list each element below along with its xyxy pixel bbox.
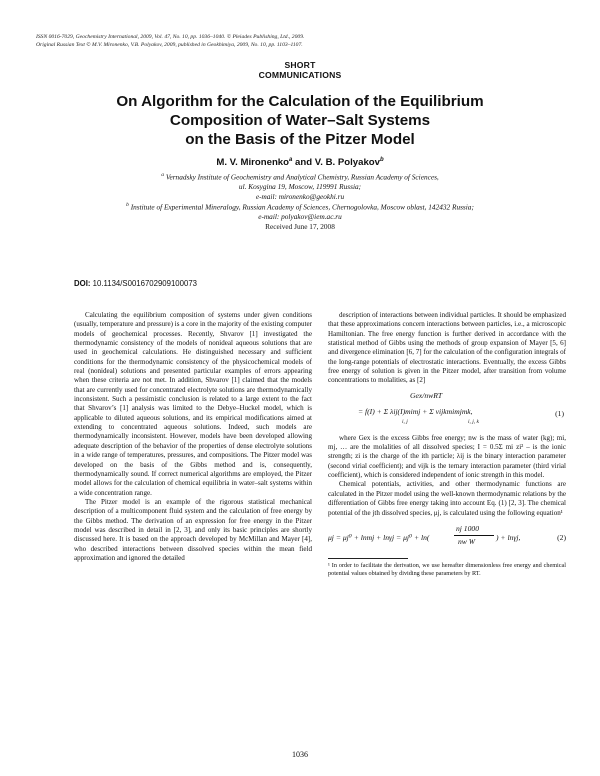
equation-1-sum-index-1: i, j bbox=[402, 418, 408, 425]
footnote-rule bbox=[328, 558, 408, 559]
doi bbox=[74, 279, 197, 288]
page-number: 1036 bbox=[292, 750, 308, 759]
doi-value: 10.1134/S0016702909100073 bbox=[92, 279, 197, 288]
journal-header bbox=[36, 33, 566, 49]
paragraph: where Gex is the excess Gibbs free energy; nw is the mass of water (kg); mi, mj, … are the molalities of all dissolved species; I = 0.5Σ mi zi² – is the ionic strength; zi is the charge of the ith particle; λij is the binary interaction parameter (second virial coefficient); and νijk is the ternary interaction parameter (third virial coefficient), which is considered independent of ionic strength in this model. bbox=[328, 433, 566, 480]
affiliation-a-mark: a bbox=[161, 172, 164, 178]
equation-2-number: (2) bbox=[557, 532, 566, 542]
author-2-affil: b bbox=[380, 157, 384, 163]
equation-1-body: = f(I) + Σ λij(I)mimj + Σ νijkmimjmk, bbox=[358, 406, 473, 416]
paragraph: The Pitzer model is an example of the rigorous statistical mechanical description of a multicomponent fluid system and the calculation of free energy by the Gibbs method. The derivation of an expression for free energy in the Pitzer model was described in detail in [2, 3], and only its basic principles are shortly discussed here. It is based on the approach developed by McMillan and Mayer [4], who described interactions between dissolved species within the mean field approximation and ignored the detailed bbox=[74, 497, 312, 562]
title-line: Composition of Water–Salt Systems bbox=[169, 112, 431, 129]
paragraph: description of interactions between individual particles. It should be emphasized that these approximations concern interactions between particles, i.e., a microscopic Hamiltonian. The free energy function is further derived in accordance with the statistical method of Gibbs using the methods of group expansion of Mayer [5, 6] and divergence elimination [6, 7] for the calculation of the configuration integrals of the long-range potentials of electrostatic interactions. Eventually, the excess Gibbs free energy of solution is given in the Pitzer model, after transition from volume concentrations to molalities, as [2] bbox=[328, 311, 567, 385]
authors bbox=[0, 157, 600, 168]
doi-label: DOI: bbox=[74, 279, 91, 288]
paragraph: Calculating the equilibrium composition of systems under given conditions (usually, temperature and pressure) is a core in the majority of the existing computer models of geochemical processes. Recently, Shvarov [1] investigated the thermodynamic consistency of the models of nonideal aqueous solutions that are used in geochemical calculations. He distinguished necessary and sufficient conditions for the thermodynamic consistency of the physicochemical models of real (nonideal) solutions and presented particular examples of errors appearing when these criteria are not met. In addition, Shvarov [1] claimed that the models that are currently used for concentrated electrolyte solutions are thermodynamically inconsistent. Such a pessimistic conclusion is related to a large extent to the fact that Shvarov’s [1] analysis was limited to the Debye–Huckel model, which is applicable to diluted aqueous solutions, and its empirical modifications aimed at extending to concentrated aqueous solutions. Indeed, such models are thermodynamically inconsistent. However, models have been developed allowing adequate description of the behavior of the properties of dense electrolyte solutions in a wide range of temperatures, pressures, and compositions. The Pitzer model was developed on the basis of the Gibbs method and is, consequently, thermodynamically sound. If correct numerical algorithms are employed, the Pitzer model allows for the calculation of chemical equilibria in water–salt systems within a wide concentration range. bbox=[74, 311, 312, 497]
left-column bbox=[74, 311, 312, 563]
article-title bbox=[40, 92, 560, 149]
affiliations bbox=[40, 171, 560, 231]
affiliation-a-address: ul. Kosygina 19, Moscow, 119991 Russia; bbox=[238, 182, 362, 192]
equation-1-top: Gex/nwRT bbox=[410, 390, 443, 400]
equation-1 bbox=[328, 389, 566, 430]
paragraph: Chemical potentials, activities, and other thermodynamic functions are calculated in the Pitzer model using the well-known thermodynamic relations by the differentiation of Gibbs free energy taking into account Eq. (1) [2, 3]. The chemical potential of the jth dissolved species, μj, is calculated using the following equation¹ bbox=[328, 480, 566, 517]
affiliation-a-email: e-mail: mironenko@geokhi.ru bbox=[255, 191, 345, 201]
right-column bbox=[328, 311, 566, 578]
footnote: ¹ In order to facilitate the derivation, we use hereafter dimensionless free energy and chemical potential values obtained by dividing these parameters by RT. bbox=[328, 561, 566, 577]
author-1: M. V. Mironenko bbox=[216, 157, 290, 169]
received-date: Received June 17, 2008 bbox=[265, 221, 335, 231]
title-line: On Algorithm for the Calculation of the Equilibrium bbox=[116, 93, 484, 110]
equation-2-right: ) + lnγj, bbox=[496, 532, 521, 542]
affiliation-b-email: e-mail: polyakov@iem.ac.ru bbox=[258, 212, 342, 222]
author-1-affil: a bbox=[289, 157, 293, 163]
equation-2-denominator: nw W bbox=[458, 536, 476, 546]
equation-2-fraction-bar bbox=[454, 535, 494, 536]
original-citation: Original Russian Text © M.V. Mironenko, V.B. Polyakov, 2009, published in Geokhimiya, 2009, No. 10, pp. 1103–1107. bbox=[36, 42, 303, 48]
title-line: on the Basis of the Pitzer Model bbox=[185, 131, 415, 148]
journal-citation: ISSN 0016-7029, Geochemistry International, 2009, Vol. 47, No. 10, pp. 1036–1040. © Pleiades Publishing, Ltd., 2009. bbox=[36, 34, 305, 40]
equation-1-sum-index-2: i, j, k bbox=[468, 418, 479, 425]
equation-2 bbox=[328, 522, 566, 552]
affiliation-a: $^a$ Vernadsky Institute of Geochemistry and Analytical Chemistry, Russian Academy of Sciences, bbox=[161, 172, 439, 182]
affiliation-b-mark: b bbox=[126, 202, 129, 209]
equation-2-left: μj = μj⁰ + lnmj + lnγj = μj⁰ + ln( bbox=[328, 532, 430, 542]
equation-1-number: (1) bbox=[555, 408, 564, 418]
equation-2-numerator: nj 1000 bbox=[456, 523, 479, 533]
section-label-short: SHORT bbox=[284, 60, 316, 70]
author-2: and V. B. Polyakov bbox=[295, 157, 380, 169]
affiliation-b: $^b$ Institute of Experimental Mineralogy, Russian Academy of Sciences, Chernogolovka, Moscow oblast, 142432 Russia; bbox=[126, 202, 474, 212]
section-label-communications: COMMUNICATIONS bbox=[258, 70, 342, 80]
